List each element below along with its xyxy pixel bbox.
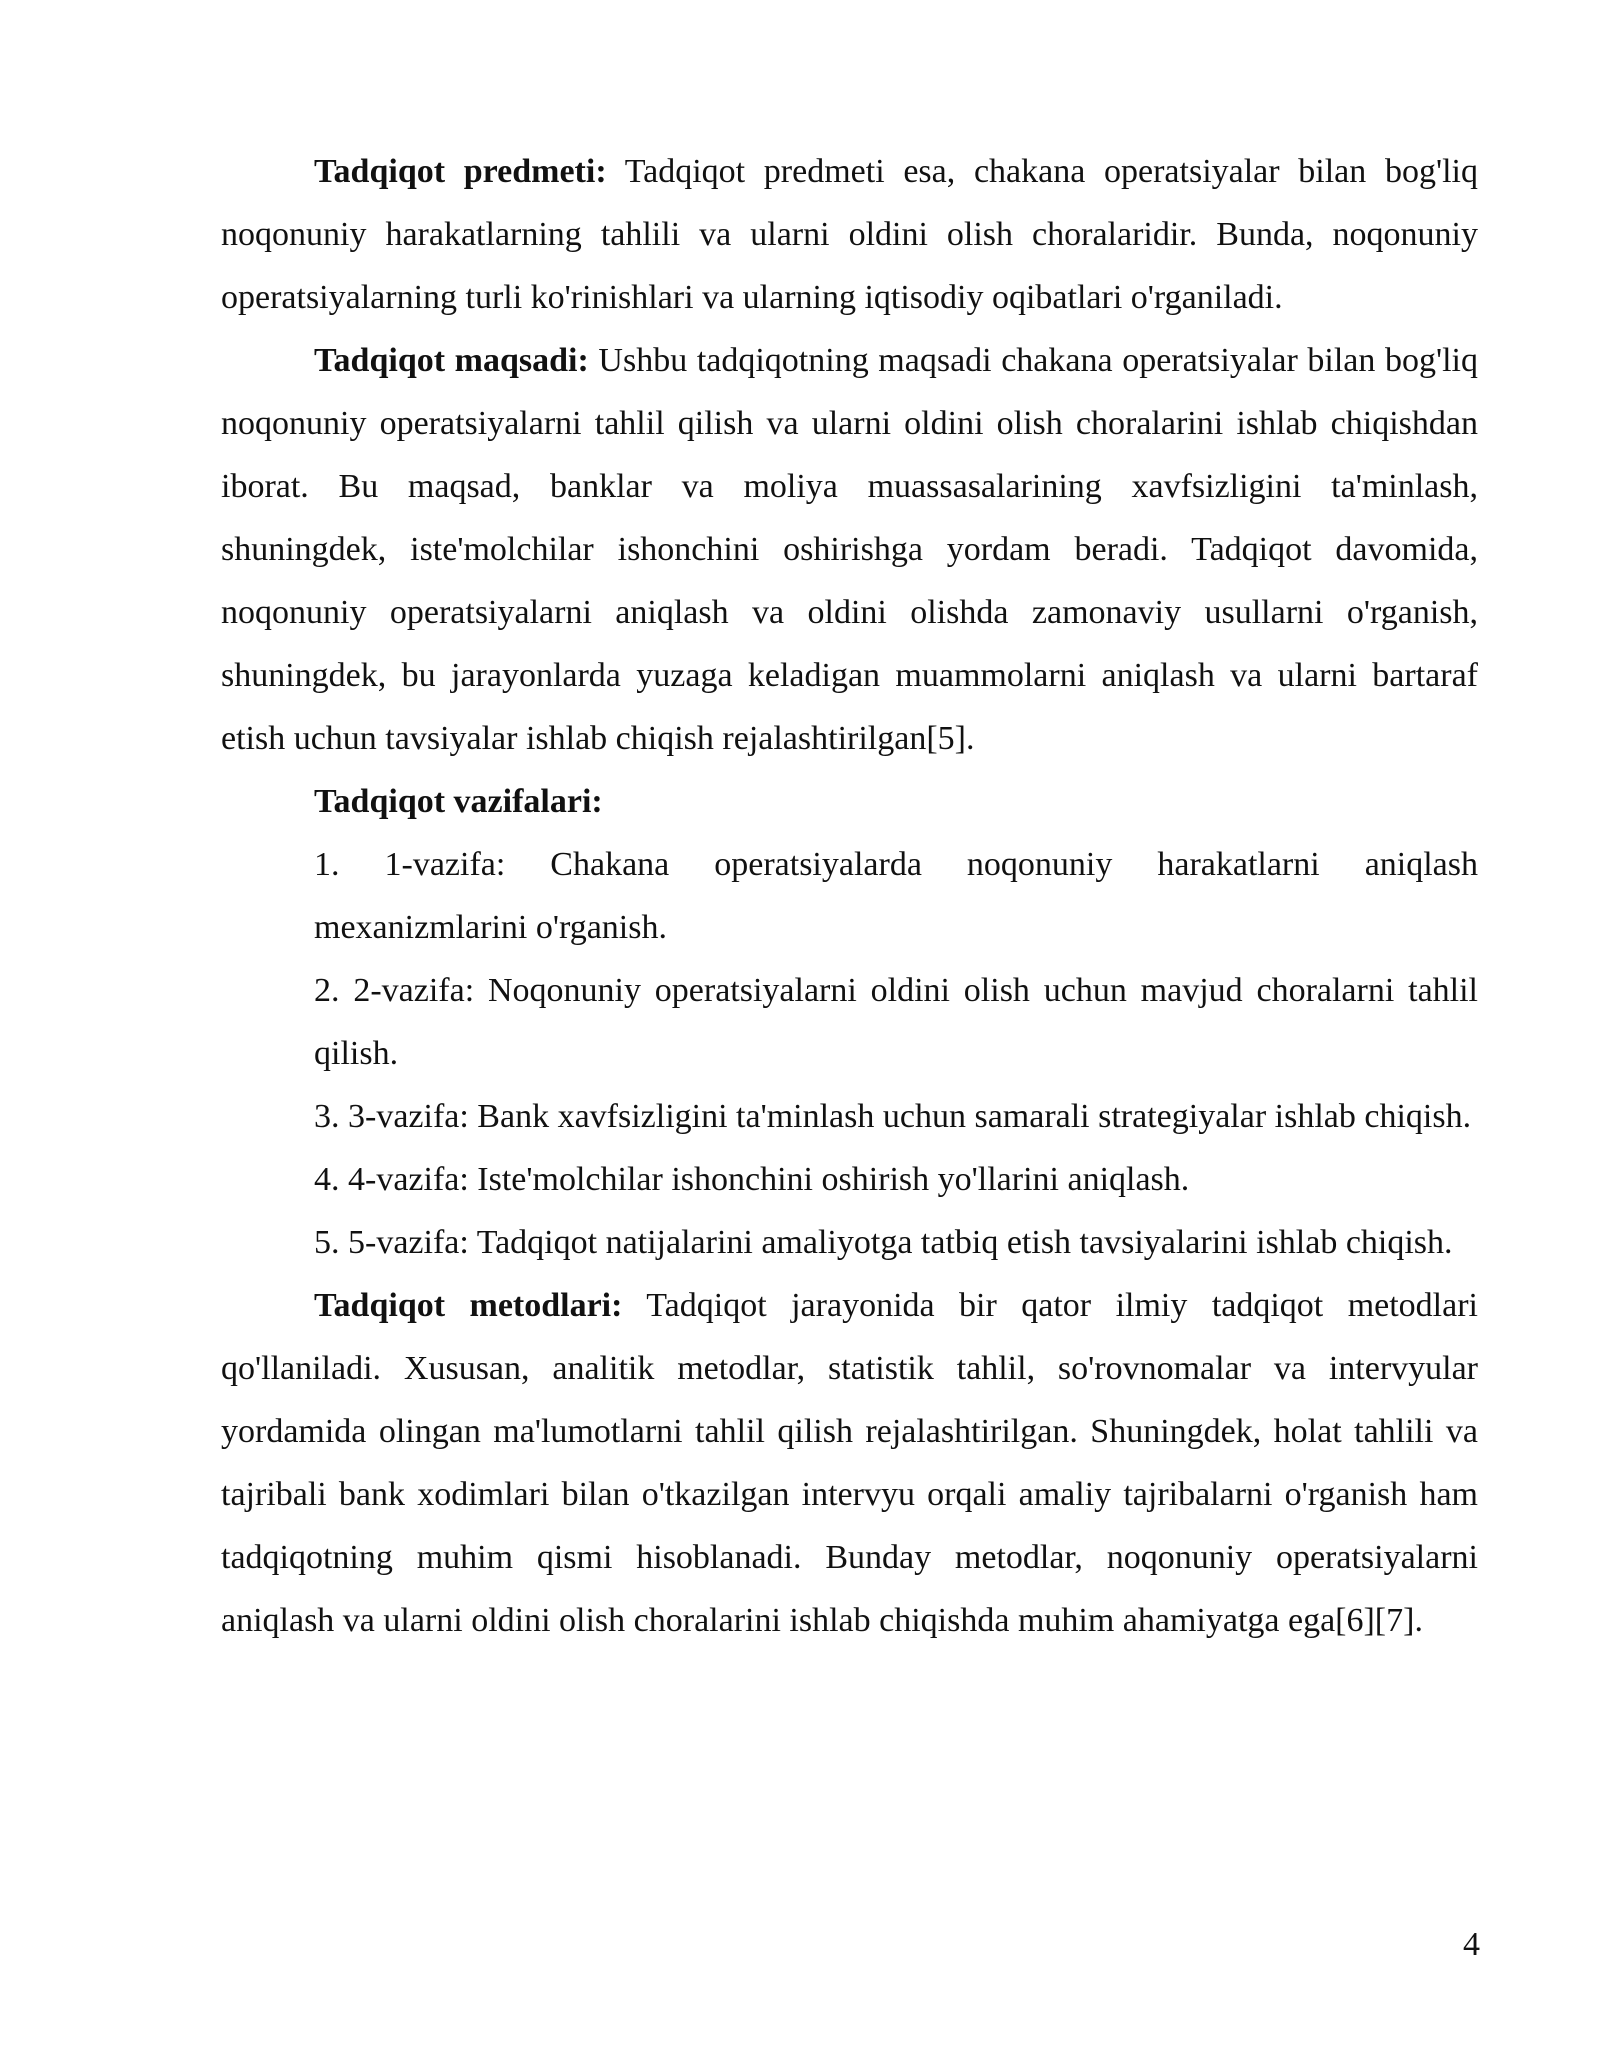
heading-maqsadi: Tadqiqot maqsadi:: [314, 342, 589, 379]
text-metodlari: Tadqiqot jarayonida bir qator ilmiy tadqiqot metodlari qo'llaniladi. Xususan, analitik metodlar, statistik tahlil, so'rovnomalar va intervyular yordamida olingan ma'lumotlarni tahlil qilish rejalashtirilgan. Shuningdek, holat tahlili va tajribali bank xodimlari bilan o'tkazilgan intervyu orqali amaliy tajribalarni o'rganish ham tadqiqotning muhim qismi hisoblanadi. Bunday metodlar, noqonuniy operatsiyalarni aniqlash va ularni oldini olish choralarini ishlab chiqishda muhim ahamiyatga ega[6][7].: [221, 1287, 1478, 1639]
task-item-4: 4. 4-vazifa: Iste'molchilar ishonchini oshirish yo'llarini aniqlash.: [314, 1161, 1190, 1198]
paragraph-maqsadi: [221, 329, 1478, 770]
task-item-3: 3. 3-vazifa: Bank xavfsizligini ta'minlash uchun samarali strategiyalar ishlab chiqish.: [314, 1098, 1472, 1135]
heading-metodlari: Tadqiqot metodlari:: [314, 1287, 623, 1324]
text-maqsadi: Ushbu tadqiqotning maqsadi chakana operatsiyalar bilan bog'liq noqonuniy operatsiyalarni tahlil qilish va ularni oldini olish choralarini ishlab chiqishdan iborat. Bu maqsad, banklar va moliya muassasalarining xavfsizligini ta'minlash, shuningdek, iste'molchilar ishonchini oshirishga yordam beradi. Tadqiqot davomida, noqonuniy operatsiyalarni aniqlash va oldini olishda zamonaviy usullarni o'rganish, shuningdek, bu jarayonlarda yuzaga keladigan muammolarni aniqlash va ularni bartaraf etish uchun tavsiyalar ishlab chiqish rejalashtirilgan[5].: [221, 342, 1478, 757]
task-item-2: 2. 2-vazifa: Noqonuniy operatsiyalarni oldini olish uchun mavjud choralarni tahlil qilish.: [314, 972, 1478, 1072]
text-predmeti: Tadqiqot predmeti esa, chakana operatsiyalar bilan bog'liq noqonuniy harakatlarning tahlili va ularni oldini olish choralaridir. Bunda, noqonuniy operatsiyalarning turli ko'rinishlari va ularning iqtisodiy oqibatlari o'rganiladi.: [221, 153, 1478, 316]
task-item-1: 1. 1-vazifa: Chakana operatsiyalarda noqonuniy harakatlarni aniqlash mexanizmlarini o'rganish.: [314, 846, 1478, 946]
heading-predmeti: Tadqiqot predmeti:: [314, 153, 607, 190]
paragraph-predmeti: [221, 140, 1478, 329]
paragraph-vazifalari: [221, 770, 1478, 833]
heading-vazifalari: Tadqiqot vazifalari:: [314, 783, 603, 820]
page-number: 4: [1463, 1926, 1480, 1963]
task-item-5: 5. 5-vazifa: Tadqiqot natijalarini amaliyotga tatbiq etish tavsiyalarini ishlab chiqish.: [314, 1224, 1453, 1261]
paragraph-metodlari: [221, 1274, 1478, 1652]
document-body: [221, 140, 1478, 1652]
